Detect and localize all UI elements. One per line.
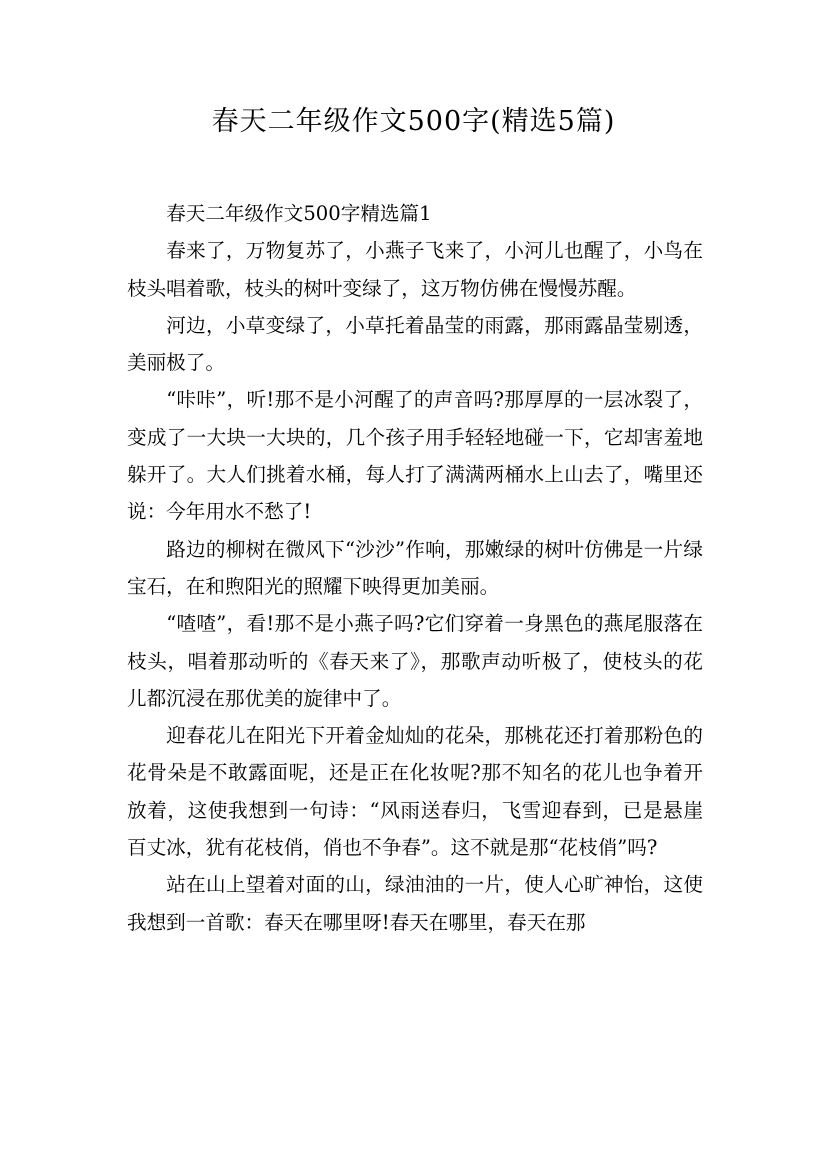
document-body — [127, 195, 703, 941]
paragraph: “咔咔”，听!那不是小河醒了的声音吗?那厚厚的一层冰裂了，变成了一大块一大块的，几个孩子用手轻轻地碰一下，它却害羞地躲开了。大人们挑着水桶，每人打了满满两桶水上山去了，嘴里还说：今年用水不愁了! — [127, 388, 703, 524]
paragraph: 迎春花儿在阳光下开着金灿灿的花朵，那桃花还打着那粉色的花骨朵是不敢露面呢，还是正在化妆呢?那不知名的花儿也争着开放着，这使我想到一句诗：“风雨送春归，飞雪迎春到，已是悬崖百丈冰，犹有花枝俏，俏也不争春”。这不就是那“花枝俏”吗? — [127, 724, 703, 860]
paragraph: 河边，小草变绿了，小草托着晶莹的雨露，那雨露晶莹剔透，美丽极了。 — [127, 313, 703, 375]
section-heading: 春天二年级作文500字精选篇1 — [166, 202, 432, 225]
document-title: 春天二年级作文500字(精选5篇) — [211, 106, 616, 137]
paragraph: 路边的柳树在微风下“沙沙”作响，那嫩绿的树叶仿佛是一片绿宝石，在和煦阳光的照耀下映得更加美丽。 — [127, 537, 703, 598]
paragraph: 站在山上望着对面的山，绿油油的一片，使人心旷神怡，这使我想到一首歌：春天在哪里呀!春天在哪里，春天在那 — [127, 873, 703, 934]
paragraph: 春来了，万物复苏了，小燕子飞来了，小河儿也醒了，小鸟在枝头唱着歌，枝头的树叶变绿了，这万物仿佛在慢慢苏醒。 — [127, 239, 703, 300]
paragraph: “喳喳”，看!那不是小燕子吗?它们穿着一身黑色的燕尾服落在枝头，唱着那动听的《春天来了》，那歌声动听极了，使枝头的花儿都沉浸在那优美的旋律中了。 — [127, 612, 703, 710]
